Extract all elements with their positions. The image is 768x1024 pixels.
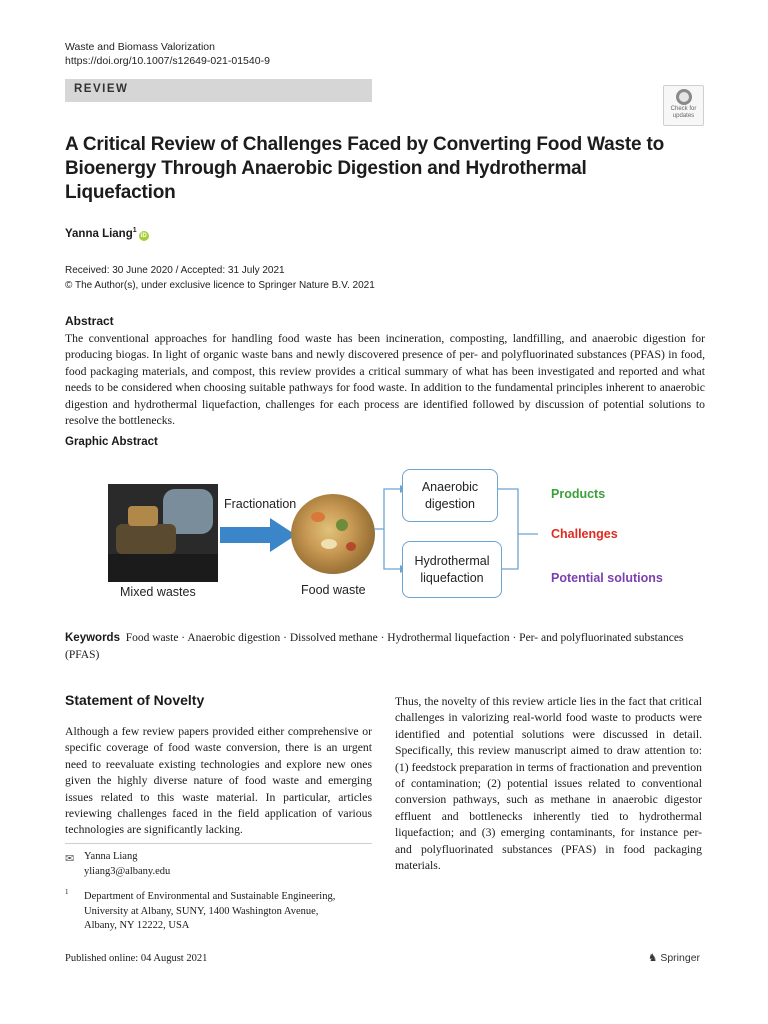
- envelope-icon[interactable]: ✉: [65, 853, 75, 865]
- author-line: [65, 227, 149, 241]
- check-badge-line1: Check for: [670, 106, 697, 112]
- affiliation-line2: University at Albany, SUNY, 1400 Washington Avenue,: [84, 905, 319, 917]
- anaerobic-digestion-box: [402, 469, 498, 522]
- keywords-section: [65, 630, 705, 663]
- mixed-wastes-photo: [108, 484, 218, 582]
- box2-line1: Hydrothermal: [414, 554, 490, 568]
- copyright-notice: © The Author(s), under exclusive licence to Springer Nature B.V. 2021: [65, 279, 375, 291]
- keywords-heading: Keywords: [65, 632, 120, 644]
- food-waste-photo: [291, 494, 375, 574]
- springer-horse-icon: ♞: [648, 952, 658, 964]
- affiliation-number: 1: [65, 888, 69, 896]
- affiliation-block: [84, 890, 374, 934]
- abstract-body: The conventional approaches for handling food waste has been incineration, composting, landfilling, and anaerobic digestion for producing biogas. In light of organic waste bans and newly discovered presence of per- and polyfluorinated substances (PFAS) in food, food packaging materials, and compost, this review provides a critical summary of what has been investigated and reported and what needs to be considered when choosing suitable pathways for food waste. In addition to the fundamental principles inherent to anaerobic digestion and hydrothermal liquefaction, challenges for each process are identified followed by discussion of potential solutions to resolve the bottlenecks.: [65, 332, 705, 428]
- article-dates: [65, 264, 375, 293]
- author-affiliation-mark: 1: [132, 227, 137, 234]
- novelty-heading: Statement of Novelty: [65, 692, 205, 708]
- check-for-updates-badge[interactable]: [663, 85, 704, 126]
- affiliation-line1: Department of Environmental and Sustainable Engineering,: [84, 891, 336, 902]
- food-waste-label: Food waste: [301, 583, 366, 597]
- footnote-divider: [65, 843, 372, 844]
- hydrothermal-liquefaction-box: [402, 541, 502, 598]
- products-label: Products: [551, 487, 606, 501]
- fractionation-label: Fractionation: [224, 497, 297, 511]
- doi-link[interactable]: https://doi.org/10.1007/s12649-021-01540-9: [65, 55, 270, 67]
- article-type-label: REVIEW: [74, 83, 129, 95]
- journal-header: [65, 40, 270, 68]
- article-type-bar: [65, 79, 372, 102]
- box1-line2: digestion: [424, 497, 476, 511]
- contact-email[interactable]: yliang3@albany.edu: [84, 865, 171, 877]
- journal-name: Waste and Biomass Valorization: [65, 41, 215, 53]
- publisher-name: Springer: [660, 952, 701, 964]
- mixed-wastes-label: Mixed wastes: [120, 585, 196, 599]
- box2-line2: liquefaction: [420, 571, 484, 585]
- check-updates-icon: [676, 89, 692, 105]
- orcid-icon[interactable]: iD: [140, 232, 147, 239]
- received-accepted: Received: 30 June 2020 / Accepted: 31 July 2021: [65, 265, 285, 276]
- novelty-left-column: Although a few review papers provided either comprehensive or specific coverage of food waste conversion, there is an urgent need to reevaluate existing technologies and explore new ones given the highly diverse nature of food waste and emerging issues related to this waste material. In particular, articles reviewing challenges faced in the field application of various technologies are significantly lacking.: [65, 725, 372, 837]
- fractionation-arrow-icon: [220, 516, 298, 554]
- article-title: A Critical Review of Challenges Faced by Converting Food Waste to Bioenergy Through Anaerobic Digestion and Hydrothermal Liquefaction: [65, 134, 664, 203]
- novelty-right-column: Thus, the novelty of this review article lies in the fact that critical challenges in valorizing real-world food waste to products were identified and potential solutions were discussed in detail. Specifically, this review manuscript aimed to draw attention to: (1) feedstock preparation in terms of fractionation and prevention of contamination; (2) potential issues related to conventional conversion pathways, such as methane in anaerobic digestor effluent and bottlenecks inherently tied to hydrothermal liquefaction; and (3) emerging contaminants, for instance per- and polyfluorinated substances (PFAS) in food packaging materials.: [395, 695, 702, 873]
- abstract-heading: Abstract: [65, 314, 114, 328]
- check-badge-line2: updates: [672, 112, 695, 119]
- contact-block: [84, 850, 170, 879]
- graphic-abstract-heading: Graphic Abstract: [65, 436, 158, 448]
- box1-line1: Anaerobic: [421, 480, 479, 494]
- affiliation-line3: Albany, NY 12222, USA: [84, 920, 190, 931]
- challenges-label: Challenges: [551, 527, 618, 541]
- publisher-logo: [648, 952, 700, 964]
- published-online: Published online: 04 August 2021: [65, 953, 208, 964]
- author-name[interactable]: Yanna Liang: [65, 227, 133, 240]
- potential-solutions-label: Potential solutions: [551, 571, 663, 585]
- contact-name: Yanna Liang: [84, 851, 138, 862]
- keywords-list: Food waste · Anaerobic digestion · Dissolved methane · Hydrothermal liquefaction · Per- and polyfluorinated substances (PFAS): [65, 632, 684, 661]
